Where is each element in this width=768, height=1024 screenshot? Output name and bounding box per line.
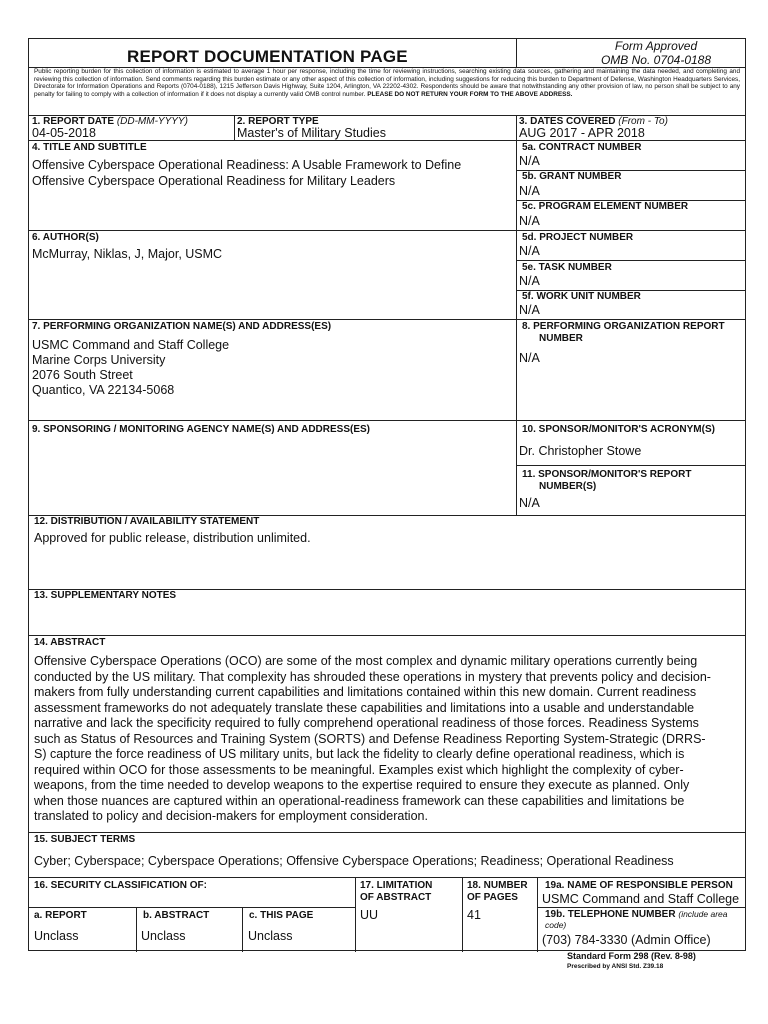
divider	[29, 635, 745, 636]
telephone-value[interactable]: (703) 784-3330 (Admin Office)	[542, 933, 711, 947]
performing-org-line3[interactable]: 2076 South Street	[32, 368, 133, 382]
divider	[516, 260, 745, 261]
program-element-label: 5c. PROGRAM ELEMENT NUMBER	[522, 201, 689, 212]
abstract-class-value[interactable]: Unclass	[141, 929, 186, 943]
divider	[29, 420, 745, 421]
report-class-value[interactable]: Unclass	[34, 929, 79, 943]
divider	[136, 907, 137, 952]
subject-terms-label: 15. SUBJECT TERMS	[34, 834, 136, 845]
task-number-value[interactable]: N/A	[519, 274, 540, 288]
work-unit-value[interactable]: N/A	[519, 303, 540, 317]
performing-org-line1[interactable]: USMC Command and Staff College	[32, 338, 230, 352]
sponsor-acronym-value[interactable]: Dr. Christopher Stowe	[519, 444, 642, 458]
divider	[29, 877, 745, 878]
divider	[234, 115, 235, 140]
burden-warning: PLEASE DO NOT RETURN YOUR FORM TO THE ABOVE ADDRESS.	[367, 91, 573, 99]
report-type-value[interactable]: Master's of Military Studies	[237, 126, 386, 140]
performing-report-label: 8. PERFORMING ORGANIZATION REPORT NUMBER	[522, 321, 725, 344]
title-subtitle-line1[interactable]: Offensive Cyberspace Operational Readiness: A Usable Framework to Define	[32, 158, 462, 172]
divider	[29, 319, 745, 320]
authors-label: 6. AUTHOR(S)	[32, 232, 99, 243]
performing-report-value[interactable]: N/A	[519, 351, 540, 365]
contract-number-label: 5a. CONTRACT NUMBER	[522, 142, 642, 153]
standard-form-label: Standard Form 298 (Rev. 8-98)	[567, 951, 696, 961]
security-classification-label: 16. SECURITY CLASSIFICATION OF:	[34, 880, 207, 891]
title-subtitle-label: 4. TITLE AND SUBTITLE	[32, 142, 147, 153]
form-approved-label: Form Approved	[614, 39, 698, 53]
sponsor-report-value[interactable]: N/A	[519, 496, 540, 510]
distribution-value[interactable]: Approved for public release, distribution unlimited.	[34, 531, 311, 545]
work-unit-label: 5f. WORK UNIT NUMBER	[522, 291, 641, 302]
divider	[537, 877, 538, 952]
sponsor-acronym-label: 10. SPONSOR/MONITOR'S ACRONYM(S)	[522, 424, 715, 435]
subject-terms-value[interactable]: Cyber; Cyberspace; Cyberspace Operations; Offensive Cyberspace Operations; Readiness; Operational Readiness	[34, 854, 674, 868]
program-element-value[interactable]: N/A	[519, 214, 540, 228]
sponsoring-agency-label: 9. SPONSORING / MONITORING AGENCY NAME(S) AND ADDRESS(ES)	[32, 424, 370, 435]
responsible-person-label: 19a. NAME OF RESPONSIBLE PERSON	[545, 880, 733, 891]
limitation-label: 17. LIMITATION OF ABSTRACT	[360, 880, 433, 903]
performing-org-line2[interactable]: Marine Corps University	[32, 353, 166, 367]
burden-text: Public reporting burden for this collection of information is estimated to average 1 hour per response, including the time for reviewing instructions, searching existing data sources, gathering and maintaining the data needed, and completing and reviewing this collection of information. Send comments regarding this burden estimate or any other aspect of this collection of information, including suggestions for reducing this burden to Department of Defense, Washington Headquarters Services, Directorate for Information Operations and Reports (0704-0188), 1215 Jefferson Davis Highway, Suite 1204, Arlington, VA 22202-4302. Respondents should be aware that notwithstanding any other provision of law, no person shall be subject to any penalty for failing to comply with a collection of information if it does not display a currently valid OMB control number.	[34, 68, 740, 99]
task-number-label: 5e. TASK NUMBER	[522, 262, 612, 273]
report-type-label: 2. REPORT TYPE	[237, 116, 319, 127]
project-number-label: 5d. PROJECT NUMBER	[522, 232, 634, 243]
this-page-class-label: c. THIS PAGE	[249, 910, 314, 921]
divider	[29, 140, 745, 141]
divider	[516, 465, 745, 466]
divider	[516, 115, 517, 515]
performing-org-line4[interactable]: Quantico, VA 22134-5068	[32, 383, 175, 397]
title-subtitle-line2[interactable]: Offensive Cyberspace Operational Readiness for Military Leaders	[32, 174, 396, 188]
abstract-class-label: b. ABSTRACT	[143, 910, 210, 921]
dates-covered-value[interactable]: AUG 2017 - APR 2018	[519, 126, 645, 140]
performing-org-label: 7. PERFORMING ORGANIZATION NAME(S) AND ADDRESS(ES)	[32, 321, 332, 332]
responsible-person-value[interactable]: USMC Command and Staff College	[542, 892, 740, 906]
divider	[355, 877, 356, 952]
abstract-label: 14. ABSTRACT	[34, 637, 106, 648]
project-number-value[interactable]: N/A	[519, 244, 540, 258]
divider	[29, 907, 355, 908]
prescribed-label: Prescribed by ANSI Std. Z39.18	[567, 963, 664, 970]
divider	[242, 907, 243, 952]
number-of-pages-value[interactable]: 41	[467, 908, 481, 922]
telephone-label: 19b. TELEPHONE NUMBER (include area code)	[545, 909, 728, 930]
limitation-value[interactable]: UU	[360, 908, 379, 922]
page-title: REPORT DOCUMENTATION PAGE	[127, 47, 408, 66]
form-approved-block	[581, 39, 731, 67]
report-class-label: a. REPORT	[34, 910, 87, 921]
contract-number-value[interactable]: N/A	[519, 154, 540, 168]
sponsor-report-label: 11. SPONSOR/MONITOR'S REPORT NUMBER(S)	[522, 469, 692, 492]
abstract-text[interactable]: Offensive Cyberspace Operations (OCO) are some of the most complex and dynamic military operations currently being conducted by the US military. That complexity has shrouded these operations in mystery that prevents policy and decision-makers from fully understanding current capabilities and limitations contained within this new domain. Current readiness assessment frameworks do not adequately translate these capabilities and limitations into a usable and understandable narrative and lack the specificity required to fully comprehend operational readiness of those forces. Readiness Systems such as Status of Resources and Training System (SORTS) and Defense Readiness Reporting System-Strategic (DRRS-S) capture the force readiness of US military units, but lack the fidelity to clearly define operational readiness, which is required within OCO for those assessments to be meaningful. Examples exist which highlight the complexity of cyber-weapons, from the time needed to develop weapons to the expertise required to ensure they execute as planned. Only when those nuances are captured within an operational-readiness framework can these capabilities and limitations be translated to policy and decision-makers for employment consideration.	[34, 654, 711, 823]
divider	[29, 832, 745, 833]
this-page-class-value[interactable]: Unclass	[248, 929, 293, 943]
grant-number-value[interactable]: N/A	[519, 184, 540, 198]
divider	[29, 230, 745, 231]
authors-value[interactable]: McMurray, Niklas, J, Major, USMC	[32, 247, 223, 261]
omb-number: OMB No. 0704-0188	[600, 53, 712, 67]
report-date-value[interactable]: 04-05-2018	[32, 126, 96, 140]
divider	[537, 907, 745, 908]
burden-statement	[34, 68, 740, 99]
report-date-label: 1. REPORT DATE (DD-MM-YYYY)	[32, 116, 188, 127]
distribution-label: 12. DISTRIBUTION / AVAILABILITY STATEMENT	[34, 516, 260, 527]
divider	[516, 39, 517, 67]
divider	[462, 877, 463, 952]
supplementary-label: 13. SUPPLEMENTARY NOTES	[34, 590, 177, 601]
grant-number-label: 5b. GRANT NUMBER	[522, 171, 622, 182]
number-of-pages-label: 18. NUMBER OF PAGES	[467, 880, 528, 903]
dates-covered-label: 3. DATES COVERED (From - To)	[519, 116, 668, 127]
report-documentation-form	[28, 38, 746, 951]
